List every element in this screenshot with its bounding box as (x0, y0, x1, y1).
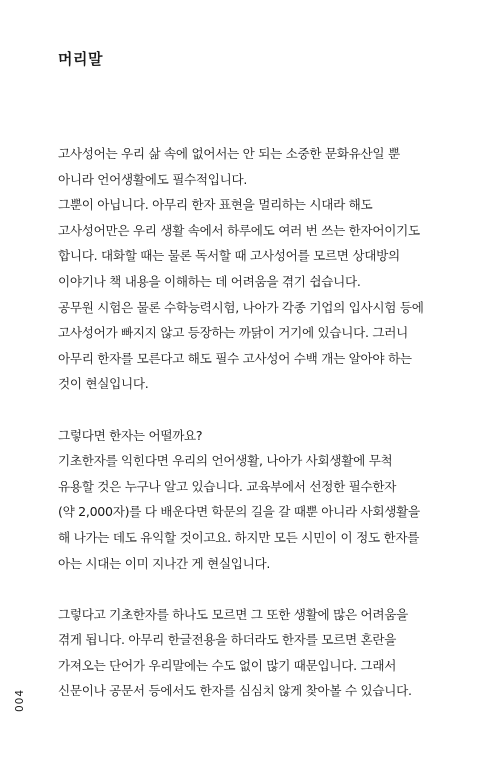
text-line: 겪게 됩니다. 아무리 한글전용을 하더라도 한자를 모르면 혼란을 (58, 632, 397, 648)
text-line: 공무원 시험은 물론 수학능력시험, 나아가 각종 기업의 입사시험 등에 (58, 299, 424, 315)
text-line: 것이 현실입니다. (58, 376, 149, 392)
paragraph-4 (58, 602, 458, 704)
page-title: 머리말 (58, 50, 103, 68)
paragraph-2 (58, 192, 458, 397)
text-line: 고사성어만은 우리 생활 속에서 하루에도 여러 번 쓰는 한자어이기도 (58, 222, 420, 238)
page-number: 004 (14, 688, 26, 712)
text-line: 아니라 언어생활에도 필수적입니다. (58, 171, 248, 187)
text-line: (약 2,000자)를 다 배운다면 학문의 길을 갈 때뿐 아니라 사회생활을 (58, 504, 420, 520)
text-line: 해 나가는 데도 유익할 것이고요. 하지만 모든 시민이 이 정도 한자를 (58, 529, 420, 545)
paragraph-3 (58, 423, 458, 577)
text-line: 가져오는 단어가 우리말에는 수도 없이 많기 때문입니다. 그래서 (58, 657, 397, 673)
text-line: 합니다. 대화할 때는 물론 독서할 때 고사성어를 모르면 상대방의 (58, 248, 400, 264)
text-line: 그렇다면 한자는 어떨까요? (58, 427, 203, 443)
body-text (58, 141, 458, 704)
paragraph-1 (58, 141, 458, 192)
text-line: 고사성어는 우리 삶 속에 없어서는 안 되는 소중한 문화유산일 뿐 (58, 146, 400, 161)
text-line: 그뿐이 아닙니다. 아무리 한자 표현을 멀리하는 시대라 해도 (58, 197, 373, 213)
paragraph-gap (58, 397, 458, 423)
text-line: 아무리 한자를 모른다고 해도 필수 고사성어 수백 개는 알아야 하는 (58, 350, 412, 366)
text-line: 기초한자를 익힌다면 우리의 언어생활, 나아가 사회생활에 무척 (58, 453, 393, 469)
text-line: 아는 시대는 이미 지나간 게 현실입니다. (58, 555, 271, 571)
text-line: 고사성어가 빠지지 않고 등장하는 까닭이 거기에 있습니다. 그러니 (58, 325, 408, 341)
text-line: 유용할 것은 누구나 알고 있습니다. 교육부에서 선정한 필수한자 (58, 478, 397, 494)
text-line: 신문이나 공문서 등에서도 한자를 심심치 않게 찾아볼 수 있습니다. (58, 683, 412, 699)
paragraph-gap (58, 576, 458, 602)
text-line: 이야기나 책 내용을 이해하는 데 어려움을 겪기 쉽습니다. (58, 273, 361, 289)
text-line: 그렇다고 기초한자를 하나도 모르면 그 또한 생활에 많은 어려움을 (58, 606, 408, 622)
